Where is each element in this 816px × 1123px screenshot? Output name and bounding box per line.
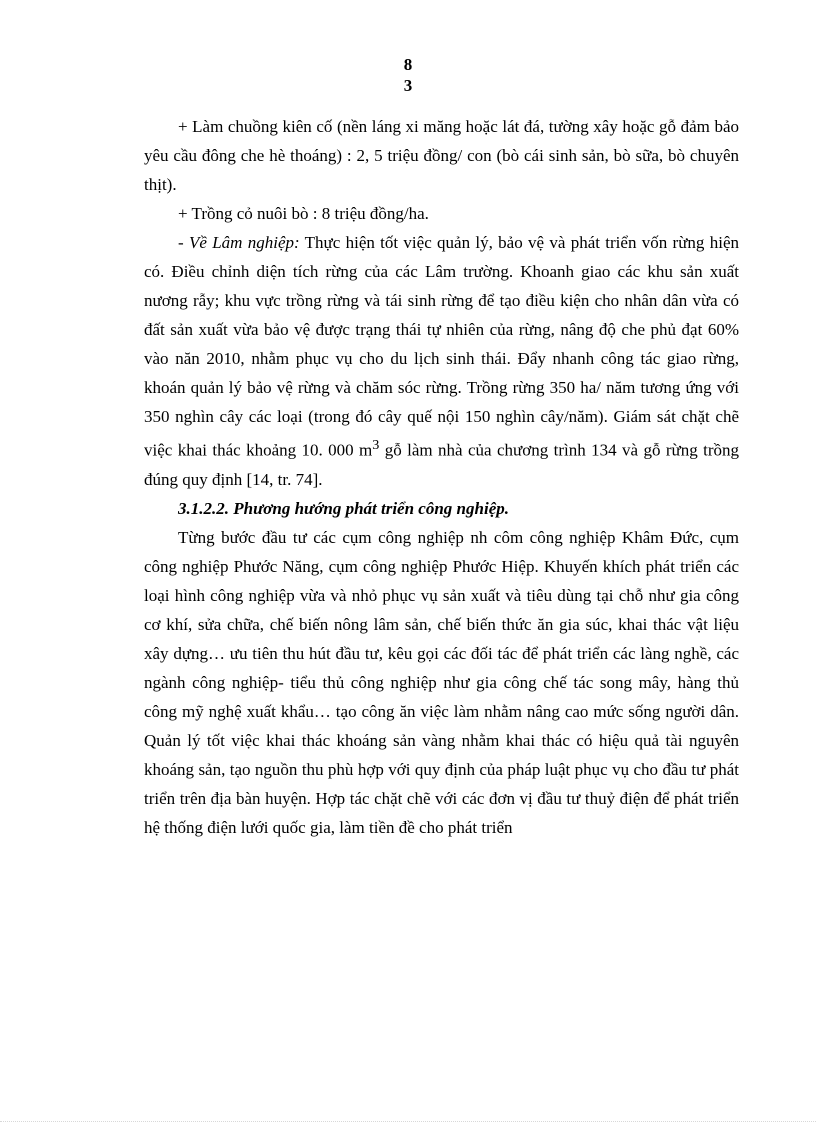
page-bottom-border <box>0 1121 816 1122</box>
forestry-lead: - Về Lâm nghiệp: <box>178 233 300 252</box>
paragraph-grass-cost: + Trồng cỏ nuôi bò : 8 triệu đồng/ha. <box>178 204 429 223</box>
paragraph-barn-cost: + Làm chuồng kiên cố (nền láng xi măng hoặc lát đá, tường xây hoặc gỗ đảm bảo yêu cầu đông che hè thoáng) : 2, 5 triệu đồng/ con (bò cái sinh sản, bò sữa, bò chuyên thịt). <box>144 117 739 194</box>
paragraph-forestry <box>144 228 739 494</box>
body-text <box>144 112 739 842</box>
page-number-line-2: 3 <box>403 76 413 95</box>
forestry-text-a: Thực hiện tốt việc quản lý, bảo vệ và phát triển vốn rừng hiện có. Điều chỉnh diện tích rừng của các Lâm trường. Khoanh giao các khu sản xuất nương rẫy; khu vực trồng rừng và tái sinh rừng để tạo điều kiện cho nhân dân vừa có đất sản xuất vừa bảo vệ được trạng thái tự nhiên của rừng, nâng độ che phủ đạt 60% vào năn 2010, nhằm phục vụ cho du lịch sinh thái. Đẩy nhanh công tác giao rừng, khoán quản lý bảo vệ rừng và chăm sóc rừng. Trồng rừng 350 ha/ năm tương ứng với 350 nghìn cây các loại (trong đó cây quế nội 150 nghìn cây/năm). Giám sát chặt chẽ việc khai thác khoảng 10. 000 m <box>144 233 739 460</box>
cubic-superscript: 3 <box>372 437 380 453</box>
paragraph-industry: Từng bước đầu tư các cụm công nghiệp nh côm công nghiệp Khâm Đức, cụm công nghiệp Phước Năng, cụm công nghiệp Phước Hiệp. Khuyến khích phát triển các loại hình công nghiệp vừa và nhỏ phục vụ sản xuất và tiêu dùng tại chỗ như gia công cơ khí, sửa chữa, chế biến nông lâm sản, chế biến thức ăn gia súc, khai thác vật liệu xây dựng… ưu tiên thu hút đầu tư, kêu gọi các đối tác để phát triển các làng nghề, các ngành công nghiệp- tiểu thủ công nghiệp như gia công chế tác song mây, hàng thủ công mỹ nghệ xuất khẩu… tạo công ăn việc làm nhằm nâng cao mức sống người dân. Quản lý tốt việc khai thác khoáng sản vàng nhằm khai thác có hiệu quả tài nguyên khoáng sản, tạo nguồn thu phù hợp với quy định của pháp luật phục vụ cho đầu tư phát triển trên địa bàn huyện. Hợp tác chặt chẽ với các đơn vị đầu tư thuỷ điện để phát triển hệ thống điện lưới quốc gia, làm tiền đề cho phát triển <box>144 527 739 837</box>
page-number-line-1: 8 <box>403 55 413 74</box>
section-heading: 3.1.2.2. Phương hướng phát triển công nghiệp. <box>178 498 509 518</box>
forestry-text-b: gỗ làm nhà của chương trình 134 và gỗ rừng trồng đúng quy định [14, tr. 74]. <box>144 440 739 489</box>
